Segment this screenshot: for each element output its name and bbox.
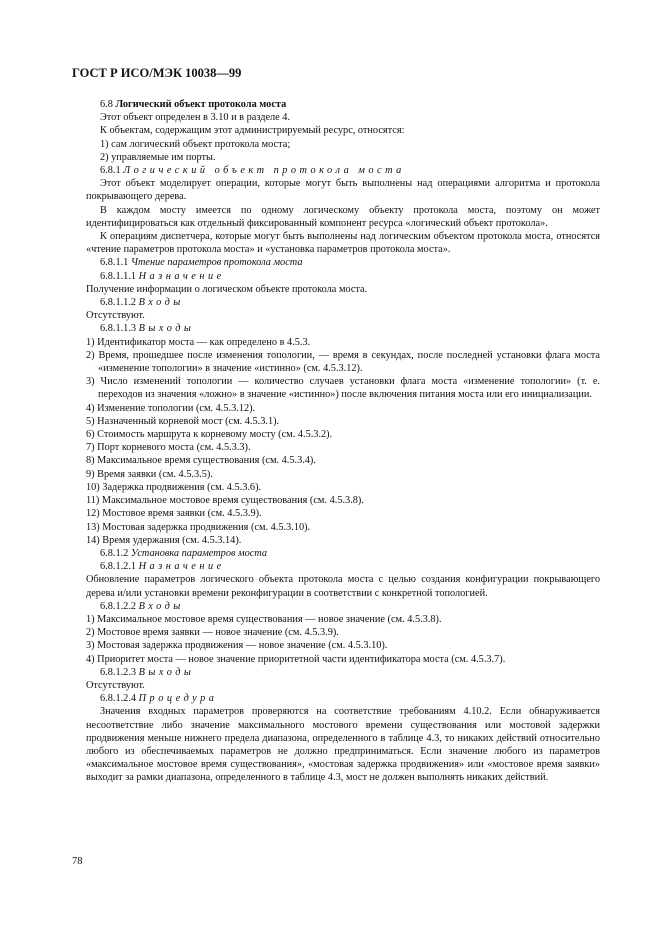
paragraph: Отсутствуют. xyxy=(86,310,145,322)
section-number: 6.8.1.1.1 xyxy=(100,270,137,282)
section-title: Назначение xyxy=(138,270,225,282)
list-item: 2) Время, прошедшее после изменения топологии, — время в секундах, после последней установки флага моста «изменение топологии» в значение «истинно» (см. 4.5.3.12). xyxy=(86,349,600,375)
list-item: 7) Порт корневого моста (см. 4.5.3.3). xyxy=(86,442,251,454)
section-number: 6.8.1 xyxy=(100,165,121,177)
section-number: 6.8.1.1.3 xyxy=(100,323,137,335)
list-item: 11) Максимальное мостовое время существования (см. 4.5.3.8). xyxy=(86,495,364,507)
paragraph: Обновление параметров логического объекта протокола моста с целью создания конфигурации покрывающего дерева и/или установки времени реконфигурации в соответствии с конкретной топологией. xyxy=(86,574,600,599)
section-title: Выходы xyxy=(138,666,195,678)
list-item: 1) сам логический объект протокола моста; xyxy=(100,138,291,150)
list-item: 4) Изменение топологии (см. 4.5.3.12). xyxy=(86,402,256,414)
section-heading xyxy=(86,296,600,309)
section-title: Назначение xyxy=(138,561,225,573)
document-header: ГОСТ Р ИСО/МЭК 10038—99 xyxy=(72,66,242,80)
list-item: 5) Назначенный корневой мост (см. 4.5.3.1). xyxy=(86,415,280,427)
section-title: Логический объект протокола моста xyxy=(115,99,287,110)
section-heading xyxy=(86,547,600,560)
section-title: Логический объект протокола моста xyxy=(123,165,405,177)
section-heading xyxy=(86,666,600,679)
list-item: 12) Мостовое время заявки (см. 4.5.3.9). xyxy=(86,508,262,520)
list-item: 3) Мостовая задержка продвижения — новое значение (см. 4.5.3.10). xyxy=(86,640,388,652)
paragraph: К операциям диспетчера, которые могут быть выполнены над логическим объектом протокола моста, относятся «чтение параметров протокола моста» и «установка параметров протокола моста». xyxy=(86,231,600,256)
section-heading xyxy=(86,270,600,283)
list-item: 10) Задержка продвижения (см. 4.5.3.6). xyxy=(86,481,262,493)
section-title: Выходы xyxy=(138,323,195,335)
list-item: 9) Время заявки (см. 4.5.3.5). xyxy=(86,468,213,480)
list-item: 1) Максимальное мостовое время существования — новое значение (см. 4.5.3.8). xyxy=(86,613,442,625)
section-number: 6.8.1.2.1 xyxy=(100,561,137,573)
list-item: 4) Приоритет моста — новое значение приоритетной части идентификатора моста (см. 4.5.3.7). xyxy=(86,653,506,665)
section-number: 6.8.1.1 xyxy=(100,257,129,269)
paragraph: Этот объект определен в 3.10 и в разделе 4. xyxy=(100,112,291,124)
section-heading xyxy=(86,98,600,111)
section-heading xyxy=(86,560,600,573)
list-item: 2) управляемые им порты. xyxy=(100,151,216,163)
list-item: 8) Максимальное время существования (см. 4.5.3.4). xyxy=(86,455,316,467)
paragraph: К объектам, содержащим этот администрируемый ресурс, относятся: xyxy=(100,125,405,137)
section-number: 6.8.1.2.3 xyxy=(100,666,137,678)
section-title: Установка параметров моста xyxy=(130,547,268,559)
paragraph: Отсутствуют. xyxy=(86,679,145,691)
paragraph: Этот объект моделирует операции, которые могут быть выполнены над операциями алгоритма и протокола покрывающего дерева. xyxy=(86,178,600,203)
section-title: Входы xyxy=(138,297,184,309)
paragraph: В каждом мосту имеется по одному логическому объекту протокола моста, поэтому он может идентифицироваться как отдельный фиксированный компонент ресурса «логический объект протокола». xyxy=(86,204,600,229)
list-item: 3) Число изменений топологии — количество случаев установки флага моста «изменение топологии» (т. е. переходов из значения «ложно» в значение «истинно») после включения питания моста или его инициализации. xyxy=(86,376,600,401)
section-number: 6.8.1.1.2 xyxy=(100,297,137,309)
section-heading xyxy=(86,164,600,177)
section-heading xyxy=(86,322,600,335)
section-number: 6.8.1.2 xyxy=(100,547,129,559)
section-title: Процедура xyxy=(138,693,218,705)
section-title: Чтение параметров протокола моста xyxy=(130,257,303,269)
list-item: 14) Время удержания (см. 4.5.3.14). xyxy=(86,534,242,546)
section-title: Входы xyxy=(138,600,184,612)
section-number: 6.8.1.2.4 xyxy=(100,693,137,705)
section-number: 6.8.1.2.2 xyxy=(100,600,137,612)
document-body xyxy=(86,98,600,785)
list-item: 2) Мостовое время заявки — новое значение (см. 4.5.3.9). xyxy=(86,627,339,639)
page-number: 78 xyxy=(72,856,83,867)
paragraph: Значения входных параметров проверяются на соответствие требованиям 4.10.2. Если обнаруживается несоответствие либо значение максимального мостового времени существования или мостовой задержки продвижения меньше нижнего предела диапазона, определенного в таблице 4.3, то никаких действий относительно любого из обеспечиваемых параметров не должно предприниматься. Если значение любого из параметров «максимальное мостовое время существования», «мостовая задержка продвижения» или «мостовое время заявки» выходит за рамки диапазона, определенного в таблице 4.3, мост не должен выполнять никаких действий. xyxy=(86,706,600,784)
paragraph: Получение информации о логическом объекте протокола моста. xyxy=(86,283,368,295)
list-item: 1) Идентификатор моста — как определено в 4.5.3. xyxy=(86,336,311,348)
section-heading xyxy=(86,600,600,613)
list-item: 6) Стоимость маршрута к корневому мосту (см. 4.5.3.2). xyxy=(86,429,333,441)
section-number: 6.8 xyxy=(100,99,113,110)
section-heading xyxy=(86,692,600,705)
list-item: 13) Мостовая задержка продвижения (см. 4.5.3.10). xyxy=(86,521,311,533)
section-heading xyxy=(86,256,600,269)
